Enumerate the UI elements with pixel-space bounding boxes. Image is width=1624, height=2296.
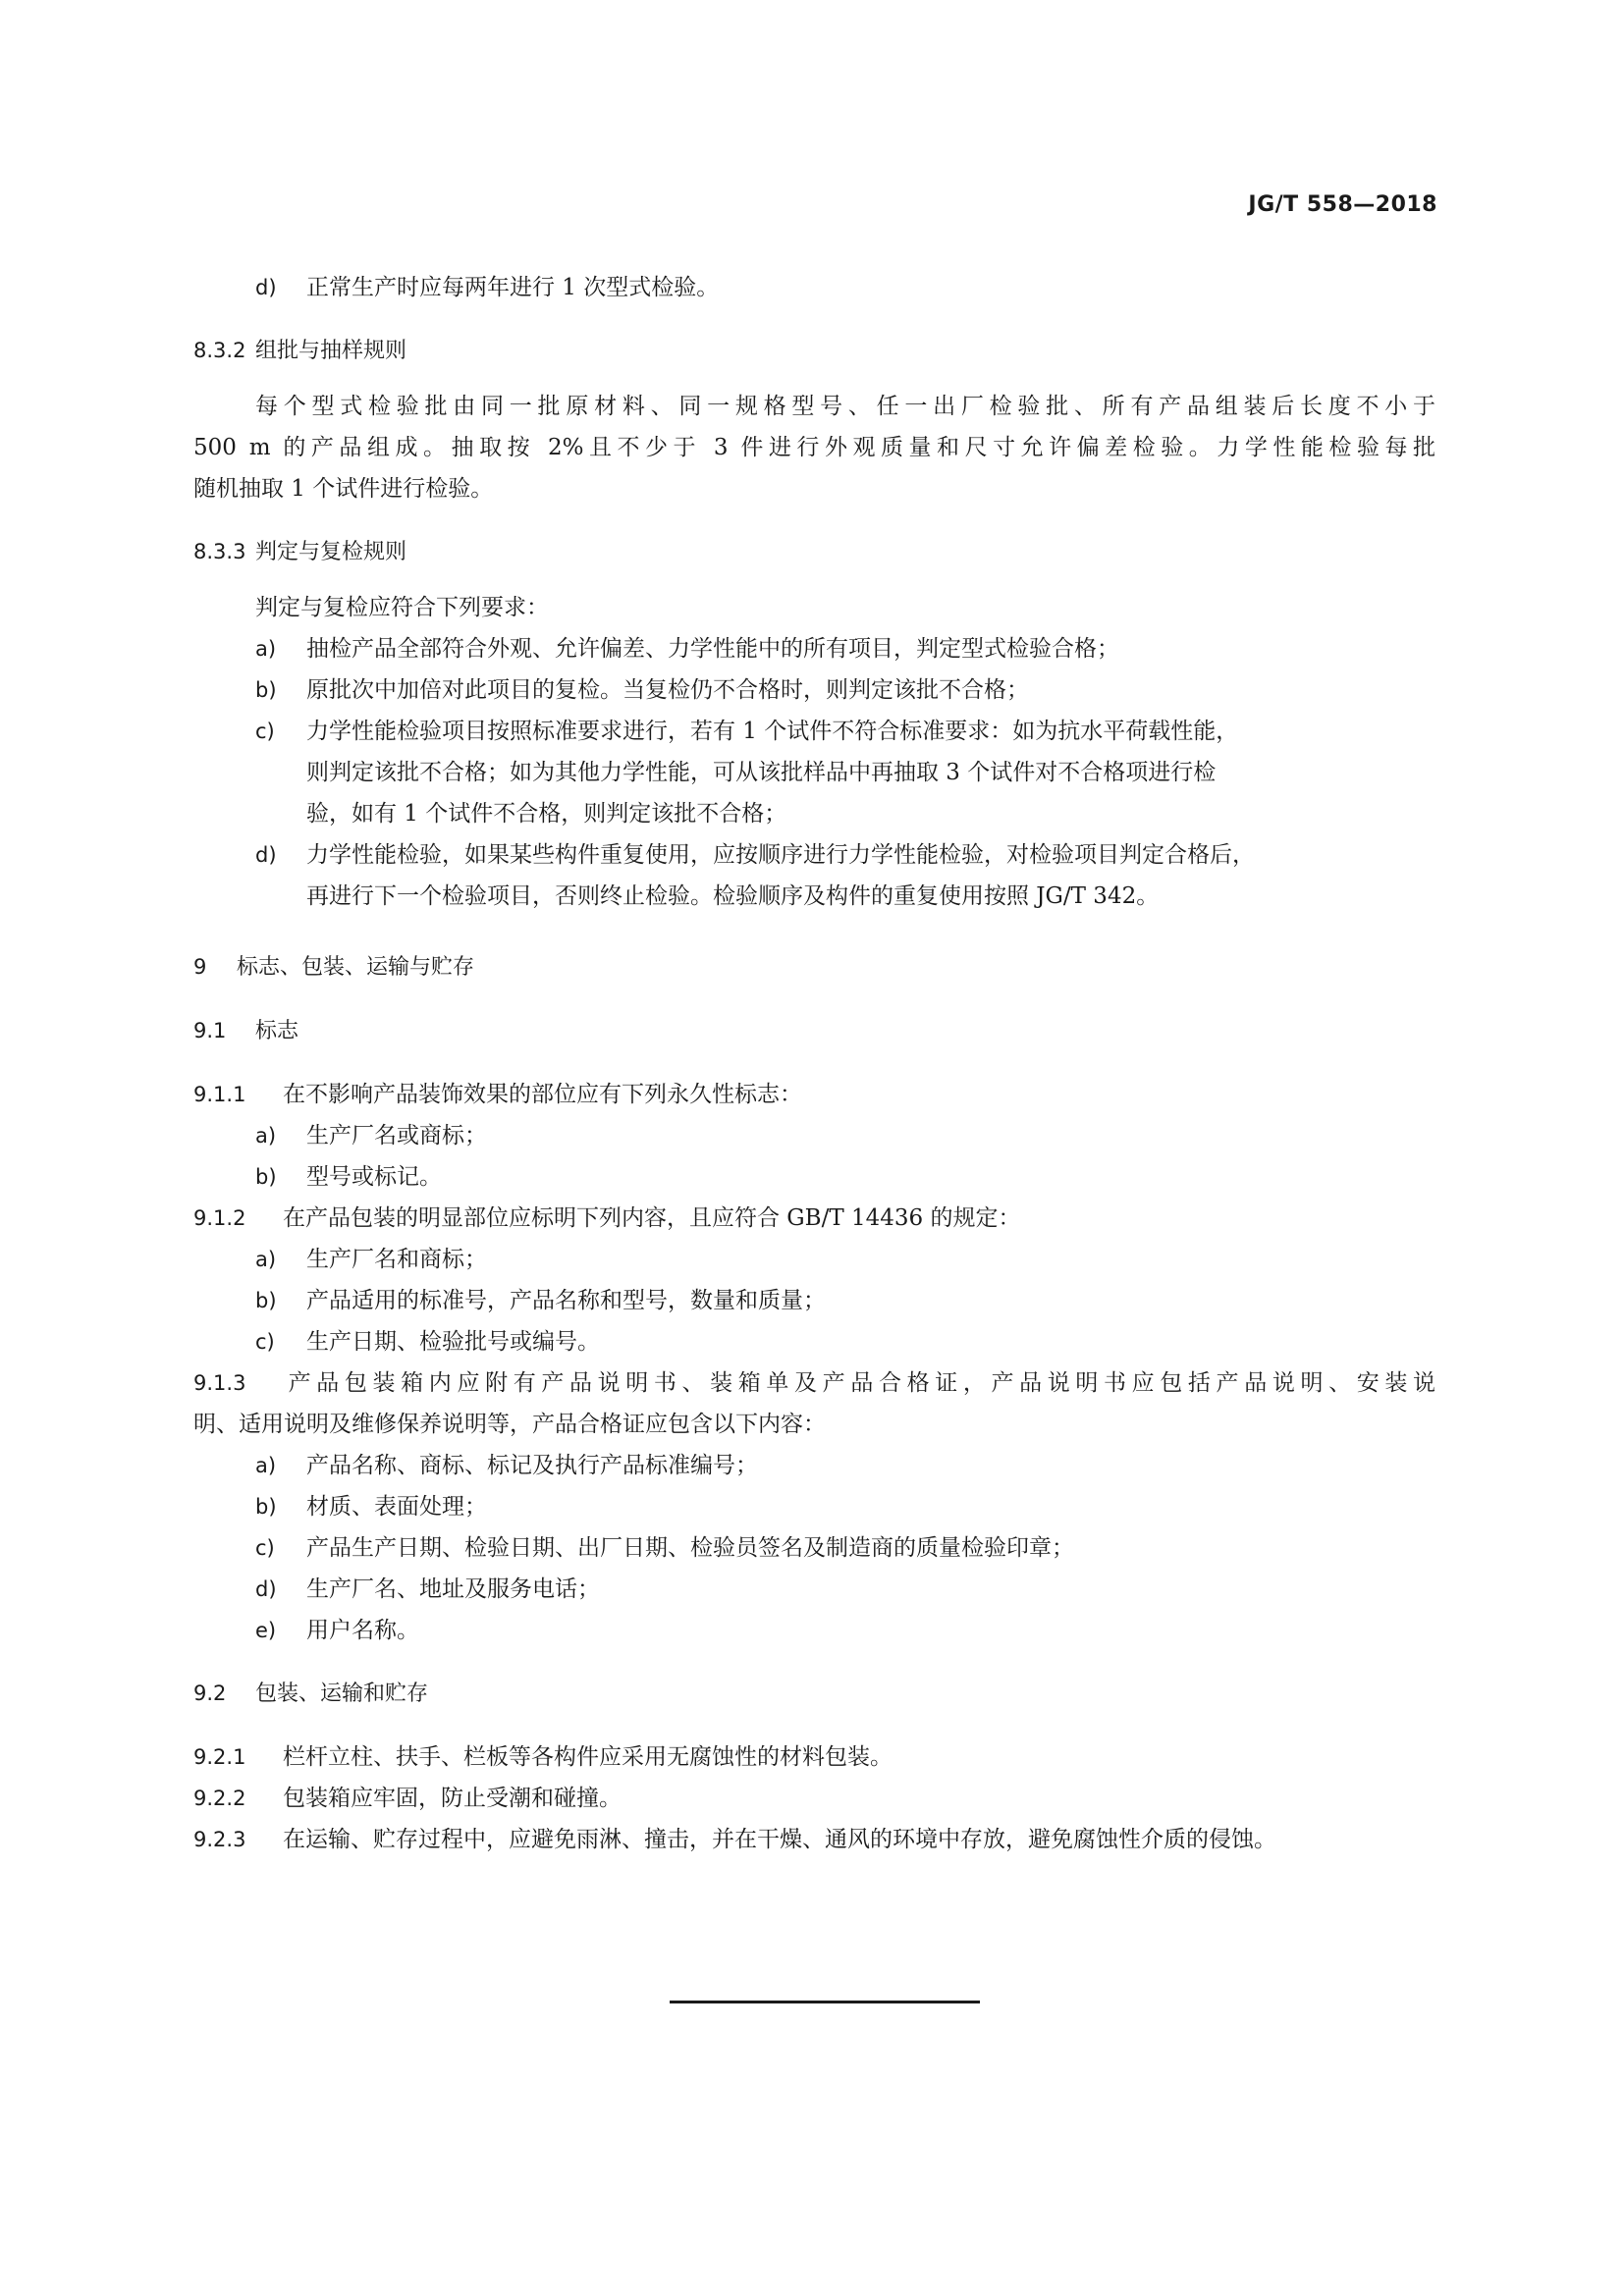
list-item — [193, 1156, 1435, 1198]
list-label: c) — [255, 1536, 275, 1560]
end-of-document-rule — [670, 2001, 980, 2003]
section-heading-8-3-3 — [193, 531, 1435, 573]
list-text: 原批次中加倍对此项目的复检。当复检仍不合格时，则判定该批不合格； — [306, 677, 1029, 703]
list-item — [193, 1569, 1435, 1610]
section-title: 标志、包装、运输与贮存 — [237, 955, 475, 980]
list-item — [193, 1239, 1435, 1280]
section-title: 判定与复检规则 — [255, 540, 407, 564]
list-text: 生产厂名、地址及服务电话； — [306, 1576, 600, 1602]
list-text: 用户名称。 — [306, 1618, 419, 1643]
list-label: d) — [255, 276, 277, 299]
list-label: a) — [255, 1454, 277, 1477]
list-text: 产品适用的标准号，产品名称和型号，数量和质量； — [306, 1288, 826, 1313]
list-item — [193, 669, 1435, 711]
list-label: d) — [255, 1577, 277, 1601]
list-label: b) — [255, 1495, 277, 1519]
clause-text: 在产品包装的明显部位应标明下列内容，且应符合 GB/T 14436 的规定： — [283, 1205, 1021, 1231]
list-item — [193, 1280, 1435, 1321]
clause-number: 9.2.3 — [193, 1828, 246, 1851]
section-heading-9-2 — [193, 1673, 1435, 1715]
clause-text-continued: 明、适用说明及维修保养说明等，产品合格证应包含以下内容： — [193, 1412, 826, 1437]
list-label: e) — [255, 1619, 277, 1642]
list-text: 力学性能检验，如果某些构件重复使用，应按顺序进行力学性能检验，对检验项目判定合格后， — [306, 842, 1255, 868]
paragraph-line: 判定与复检应符合下列要求： — [255, 595, 549, 620]
chapter-heading-9 — [193, 946, 1435, 988]
list-item — [193, 1445, 1435, 1486]
list-item — [193, 1321, 1435, 1362]
list-text: 正常生产时应每两年进行 1 次型式检验。 — [306, 275, 720, 300]
list-label: a) — [255, 637, 277, 661]
list-item — [193, 1115, 1435, 1156]
document-code-header: JG/T 558—2018 — [1248, 192, 1437, 217]
clause-text: 栏杆立柱、扶手、栏板等各构件应采用无腐蚀性的材料包装。 — [283, 1744, 893, 1770]
list-label: b) — [255, 1289, 277, 1312]
list-label: d) — [255, 843, 277, 867]
list-label: c) — [255, 720, 275, 743]
section-heading-8-3-2 — [193, 330, 1435, 372]
list-text: 产品生产日期、检验日期、出厂日期、检验员签名及制造商的质量检验印章； — [306, 1535, 1074, 1561]
list-label: b) — [255, 678, 277, 702]
section-number: 9.1 — [193, 1019, 227, 1042]
list-text-continued: 则判定该批不合格；如为其他力学性能，可从该批样品中再抽取 3 个试件对不合格项进行检 — [306, 760, 1217, 785]
list-item — [193, 1610, 1435, 1651]
section-heading-9-1 — [193, 1010, 1435, 1052]
clause-number: 9.1.3 — [193, 1371, 246, 1395]
section-title: 组批与抽样规则 — [255, 339, 407, 363]
list-text-continued: 再进行下一个检验项目，否则终止检验。检验顺序及构件的重复使用按照 JG/T 342。 — [306, 883, 1160, 909]
list-text: 力学性能检验项目按照标准要求进行，若有 1 个试件不符合标准要求：如为抗水平荷载性能， — [306, 719, 1239, 744]
list-text: 生产日期、检验批号或编号。 — [306, 1329, 600, 1355]
document-body — [193, 267, 1435, 1860]
list-text: 生产厂名或商标； — [306, 1123, 487, 1148]
section-number: 8.3.3 — [193, 540, 246, 563]
section-number: 8.3.2 — [193, 339, 246, 362]
section-title: 标志 — [255, 1019, 299, 1043]
clause-text: 包装箱应牢固，防止受潮和碰撞。 — [283, 1786, 622, 1811]
list-item — [193, 711, 1435, 752]
clause-number: 9.1.1 — [193, 1083, 246, 1106]
clause-9-2-3 — [193, 1819, 1435, 1860]
paragraph-line: 随机抽取 1 个试件进行检验。 — [193, 476, 494, 502]
list-text: 材质、表面处理； — [306, 1494, 487, 1520]
paragraph-line: 每个型式检验批由同一批原材料、同一规格型号、任一出厂检验批、所有产品组装后长度不小于 — [255, 394, 1435, 419]
clause-text: 在运输、贮存过程中，应避免雨淋、撞击，并在干燥、通风的环境中存放，避免腐蚀性介质的侵蚀。 — [283, 1827, 1276, 1852]
list-label: c) — [255, 1330, 275, 1354]
clause-number: 9.2.1 — [193, 1745, 246, 1769]
section-number: 9 — [193, 955, 207, 979]
clause-9-1-2 — [193, 1198, 1435, 1239]
list-text: 生产厂名和商标； — [306, 1247, 487, 1272]
section-number: 9.2 — [193, 1682, 227, 1705]
list-text-continued: 验，如有 1 个试件不合格，则判定该批不合格； — [306, 801, 787, 827]
clause-text: 产品包装箱内应附有产品说明书、装箱单及产品合格证，产品说明书应包括产品说明、安装说 — [283, 1370, 1435, 1396]
list-text: 产品名称、商标、标记及执行产品标准编号； — [306, 1453, 758, 1478]
list-item — [193, 1486, 1435, 1527]
list-text: 型号或标记。 — [306, 1164, 442, 1190]
list-item — [193, 267, 1435, 308]
clause-9-2-2 — [193, 1778, 1435, 1819]
clause-number: 9.1.2 — [193, 1206, 246, 1230]
clause-text: 在不影响产品装饰效果的部位应有下列永久性标志： — [283, 1082, 802, 1107]
clause-9-1-1 — [193, 1074, 1435, 1115]
paragraph-line: 500 m 的产品组成。抽取按 2%且不少于 3 件进行外观质量和尺寸允许偏差检验。力学性能检验每批 — [193, 435, 1435, 460]
list-item — [193, 834, 1435, 876]
list-label: a) — [255, 1248, 277, 1271]
list-item — [193, 1527, 1435, 1569]
list-text: 抽检产品全部符合外观、允许偏差、力学性能中的所有项目，判定型式检验合格； — [306, 636, 1119, 662]
section-title: 包装、运输和贮存 — [255, 1682, 429, 1706]
list-label: a) — [255, 1124, 277, 1148]
clause-number: 9.2.2 — [193, 1787, 246, 1810]
list-item — [193, 628, 1435, 669]
list-label: b) — [255, 1165, 277, 1189]
clause-9-1-3 — [193, 1362, 1435, 1404]
clause-9-2-1 — [193, 1736, 1435, 1778]
